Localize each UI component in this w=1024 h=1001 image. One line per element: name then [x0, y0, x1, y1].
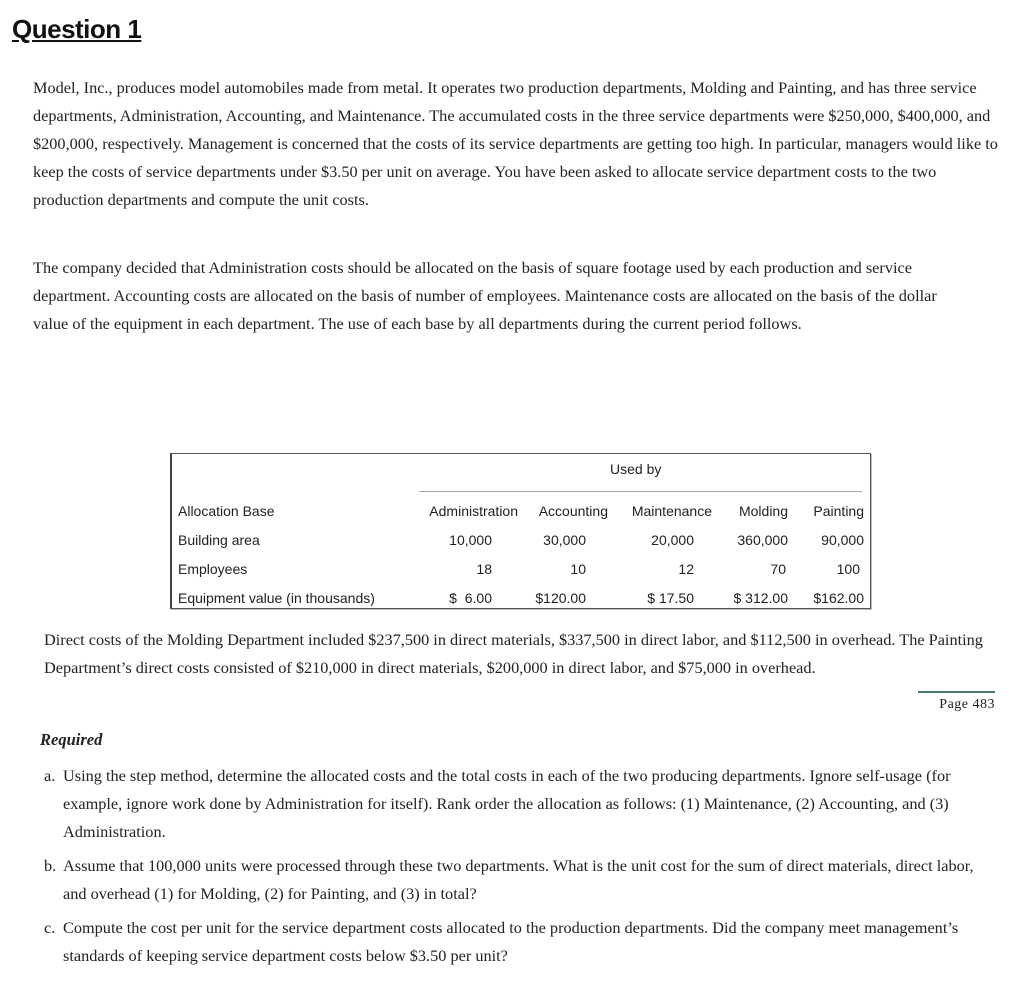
column-header: Painting [813, 502, 864, 519]
cell: Building area [178, 531, 260, 548]
item-label: a. [44, 766, 56, 785]
column-header: Maintenance [631, 502, 712, 519]
used-by-header: Used by [610, 461, 662, 477]
divider [419, 491, 862, 492]
cell: 18 [476, 560, 492, 577]
item-label: c. [44, 918, 56, 937]
required-heading: Required [40, 730, 103, 749]
intro-paragraph: Model, Inc., produces model automobiles made from metal. It operates two production departments, Molding and Painting, and has three service departments, Administration, Accounting, and Maintenance. The accumulated costs in the three service departments were $250,000, $400,000, and $200,000, respectively. Management is concerned that the costs of its service departments are getting too high. In particular, managers would like to keep the costs of service departments under $3.50 per unit on average. You have been asked to allocate service department costs to the two production departments and compute the unit costs. [33, 78, 998, 209]
page-number: Page 483 [918, 691, 995, 713]
item-text: Using the step method, determine the allocated costs and the total costs in each of the two producing departments. Ignore self-usage (for example, ignore work done by Administration for itself). Rank order the allocation as follows: (1) Maintenance, (2) Accounting, and (3) Administration. [63, 766, 951, 841]
cell: 360,000 [737, 531, 788, 548]
table-row [178, 554, 864, 583]
column-header: Allocation Base [178, 502, 275, 519]
column-header: Molding [738, 502, 788, 519]
column-header: Accounting [538, 502, 608, 519]
item-text: Compute the cost per unit for the service department costs allocated to the production departments. Did the company meet management’s standards of keeping service department costs below $3.50 per unit? [63, 918, 959, 965]
cell: $120.00 [535, 589, 586, 606]
cell: Equipment value (in thousands) [178, 589, 375, 606]
cell: 12 [678, 560, 694, 577]
allocation-paragraph: The company decided that Administration costs should be allocated on the basis of square footage used by each production and service department. Accounting costs are allocated on the basis of number of employees. Maintenance costs are allocated on the basis of the dollar value of the equipment in each department. The use of each base by all departments during the current period follows. [33, 258, 937, 333]
table-row [178, 583, 864, 612]
cell: 20,000 [651, 531, 694, 548]
cell: 30,000 [543, 531, 586, 548]
requirement-b [44, 852, 979, 908]
requirement-c [44, 914, 979, 970]
direct-costs-paragraph: Direct costs of the Molding Department included $237,500 in direct materials, $337,500 in direct labor, and $112,500 in overhead. The Painting Department’s direct costs consisted of $210,000 in direct materials, $200,000 in direct labor, and $75,000 in overhead. [44, 630, 983, 677]
cell: $162.00 [813, 589, 864, 606]
cell: 70 [770, 560, 786, 577]
table-header-row [178, 496, 864, 525]
cell: $ 6.00 [449, 589, 492, 606]
cell: 10,000 [449, 531, 492, 548]
requirement-a [44, 762, 979, 846]
cell: $ 17.50 [647, 589, 694, 606]
cell: $ 312.00 [733, 589, 788, 606]
cell: Employees [178, 560, 248, 577]
cell: 10 [570, 560, 586, 577]
item-text: Assume that 100,000 units were processed through these two departments. What is the unit cost for the sum of direct materials, direct labor, and overhead (1) for Molding, (2) for Painting, and (3) in total? [63, 856, 974, 903]
cell: 100 [836, 560, 860, 577]
item-label: b. [44, 856, 57, 875]
cell: 90,000 [821, 531, 864, 548]
column-header: Administration [429, 502, 518, 519]
table-row [178, 525, 864, 554]
allocation-base-table [170, 453, 871, 609]
question-title: Question 1 [12, 14, 142, 44]
